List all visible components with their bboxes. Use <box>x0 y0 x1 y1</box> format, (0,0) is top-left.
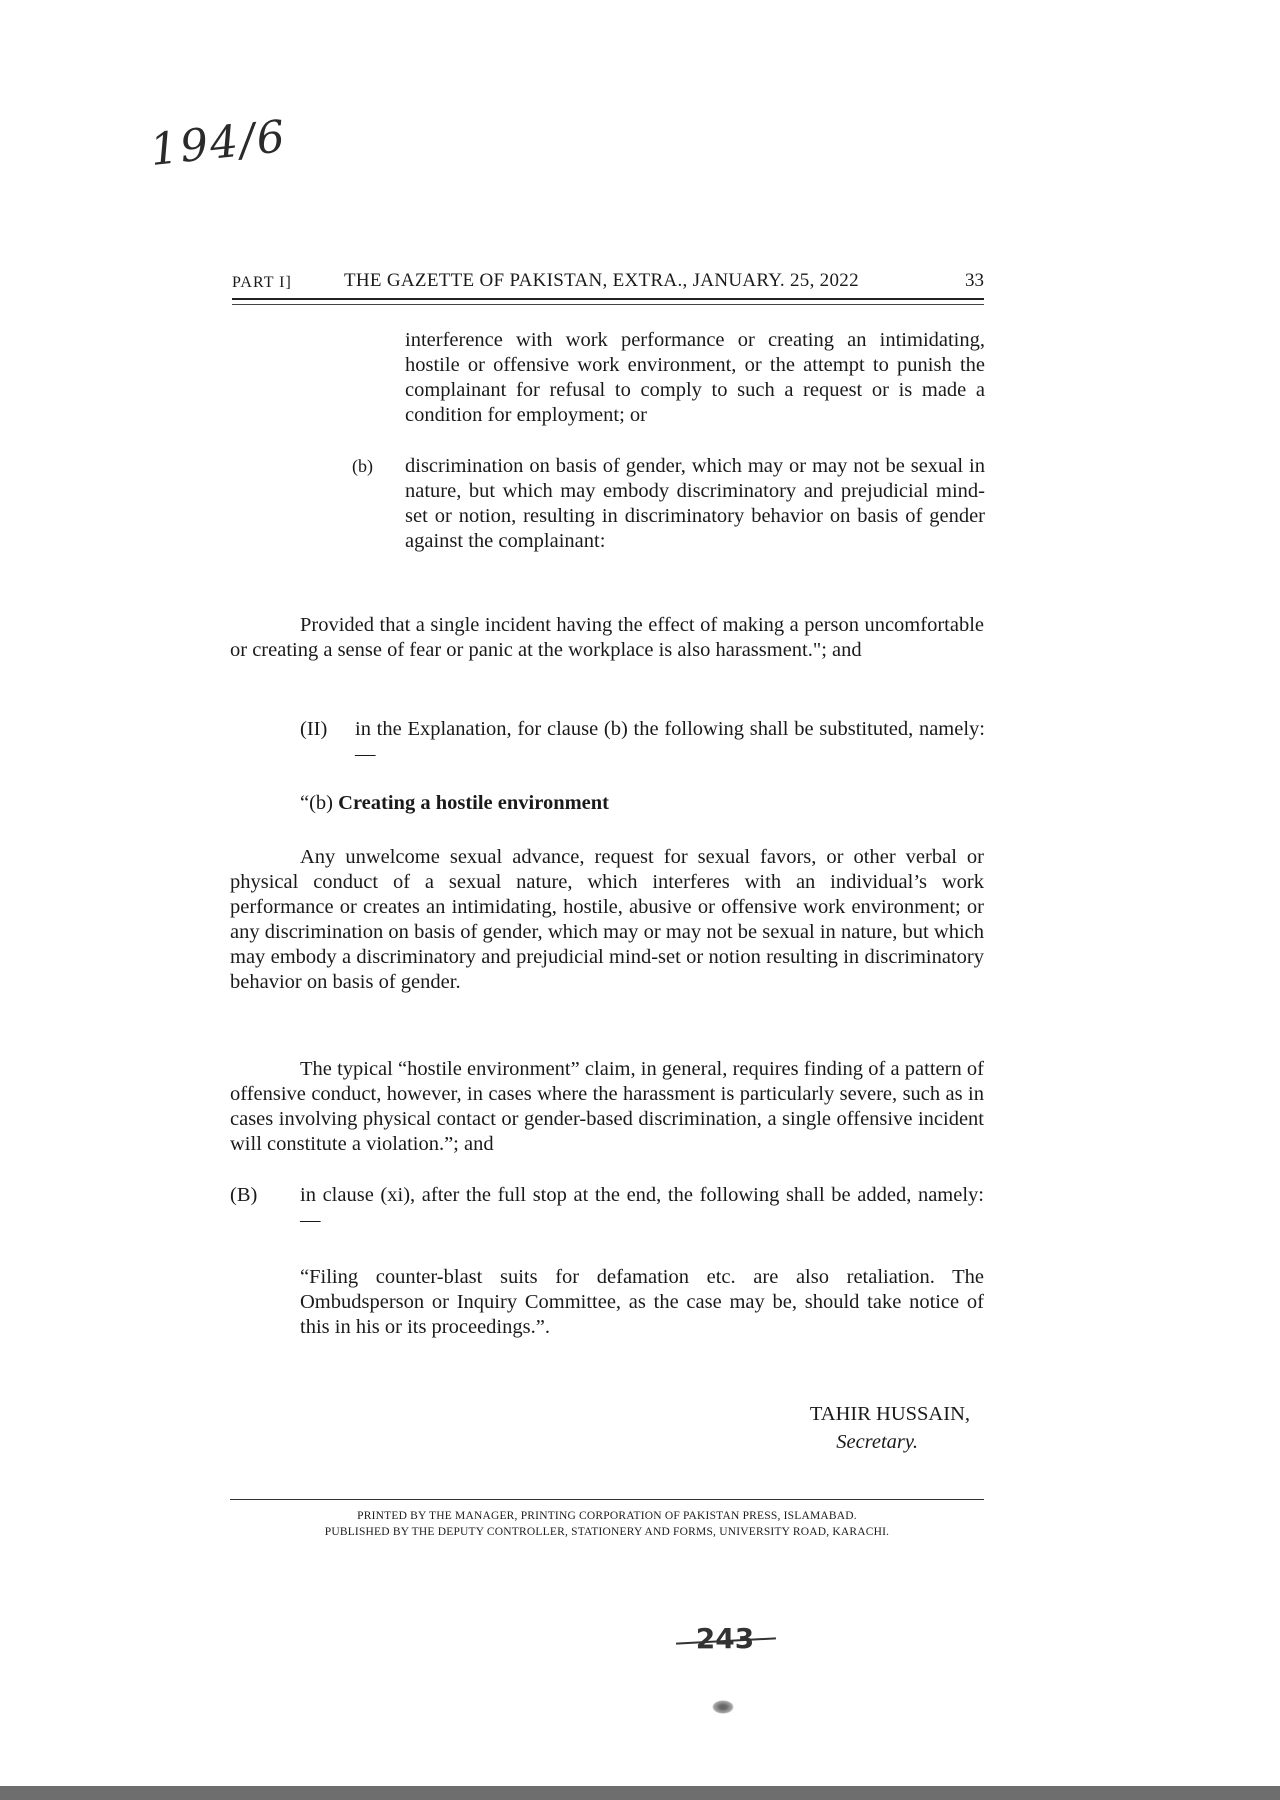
clause-B-label: (B) <box>230 1184 258 1206</box>
hostile-heading-text: Creating a hostile environment <box>338 792 609 814</box>
scan-speck <box>712 1700 734 1714</box>
clause-b-label: (b) <box>352 456 373 476</box>
footer-divider <box>230 1499 984 1500</box>
hostile-environment-heading <box>300 791 980 816</box>
handwritten-note: 194/6 <box>147 110 290 177</box>
clause-II-label: (II) <box>300 718 328 740</box>
header-divider <box>232 298 984 305</box>
published-by-line: PUBLISHED BY THE DEPUTY CONTROLLER, STATIONERY AND FORMS, UNIVERSITY ROAD, KARACHI. <box>324 1526 890 1538</box>
clause-B-text: in clause (xi), after the full stop at the end, the following shall be added, namely: — <box>300 1184 984 1231</box>
gazette-header <box>232 268 984 298</box>
clause-II-text: in the Explanation, for clause (b) the following shall be substituted, namely:— <box>355 718 985 765</box>
filing-paragraph: “Filing counter-blast suits for defamation etc. are also retaliation. The Ombudsperson or Inquiry Committee, as the case may be, should take notice of this in his or its proceedings.”. <box>300 1266 984 1338</box>
continuation-paragraph: interference with work performance or creating an intimidating, hostile or offensive work environment, or the attempt to punish the complainant for refusal to comply to such a request or is made a condition for employment; or <box>405 329 985 426</box>
hostile-heading-label: “(b) <box>300 792 334 814</box>
page-number: 33 <box>965 270 984 291</box>
printed-by-line: PRINTED BY THE MANAGER, PRINTING CORPORATION OF PAKISTAN PRESS, ISLAMABAD. <box>357 1510 857 1522</box>
proviso-paragraph: Provided that a single incident having the effect of making a person uncomfortable or creating a sense of fear or panic at the workplace is also harassment."; and <box>230 614 984 661</box>
stamp-number: 243 <box>695 1622 755 1655</box>
header-title: THE GAZETTE OF PAKISTAN, EXTRA., JANUARY. 25, 2022 <box>344 270 859 291</box>
clause-b-text: discrimination on basis of gender, which may or may not be sexual in nature, but which may embody discriminatory and prejudicial mind-set or notion, resulting in discriminatory behavior on basis of gender against the complainant: <box>405 455 985 552</box>
header-part: PART I] <box>232 274 292 291</box>
signatory-designation: Secretary. <box>836 1431 918 1453</box>
typical-claim-paragraph: The typical “hostile environment” claim, in general, requires finding of a pattern of offensive conduct, however, in cases where the harassment is particularly severe, such as in cases involving physical contact or gender-based discrimination, a single offensive incident will constitute a violation.”; and <box>230 1058 984 1155</box>
definition-paragraph: Any unwelcome sexual advance, request for sexual favors, or other verbal or physical conduct of a sexual nature, which interferes with an individual’s work performance or creates an intimidating, hostile, abusive or offensive work environment; or any discrimination on basis of gender, which may or may not be sexual in nature, but which may embody a discriminatory and prejudicial mind-set or notion resulting in discriminatory behavior on basis of gender. <box>230 846 984 993</box>
scan-bottom-edge <box>0 1786 1280 1800</box>
signatory-name: TAHIR HUSSAIN, <box>809 1403 970 1425</box>
